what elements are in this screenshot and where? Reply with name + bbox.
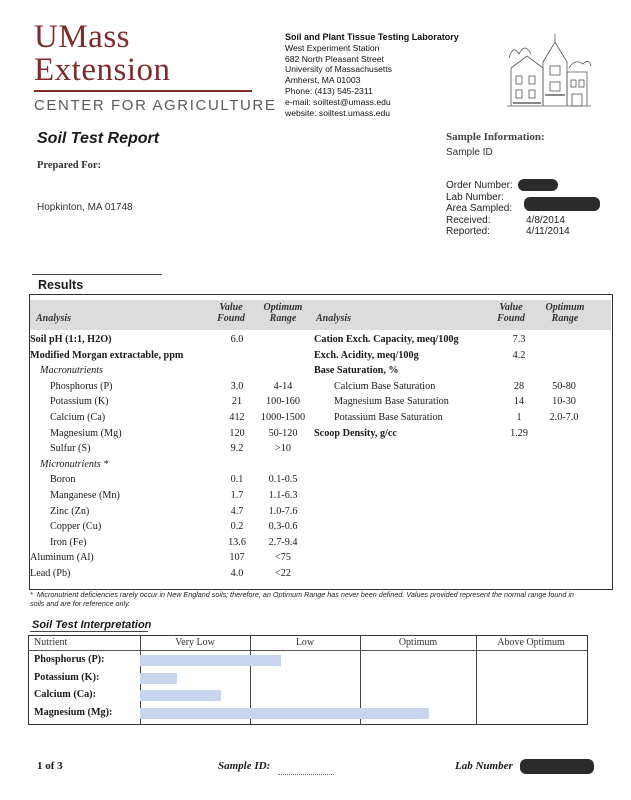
sample-info-title: Sample Information: [446, 131, 545, 143]
left-analysis-label: Macronutrients [40, 365, 104, 377]
left-optimum-range: 50-120 [268, 427, 298, 439]
header-analysis-right: Analysis [316, 313, 352, 324]
left-value-found: 0.1 [230, 474, 244, 486]
right-value-found: 1.29 [510, 427, 528, 439]
col-low: Low [295, 637, 315, 648]
results-divider [32, 274, 162, 275]
page-number: 1 of 3 [37, 760, 63, 772]
meta-row-received [446, 215, 570, 227]
header-value-left [206, 302, 256, 324]
micronutrient-footnote [30, 590, 590, 608]
header-range-right [534, 302, 596, 324]
left-analysis-label: Zinc (Zn) [50, 505, 90, 517]
left-optimum-range: 4-14 [273, 380, 293, 392]
interpretation-nutrient-label: Phosphorus (P): [34, 654, 105, 665]
order-number-label: Order Number: [446, 180, 513, 191]
lab-email: e-mail: soiltest@umass.edu [285, 96, 391, 107]
left-analysis-label: Manganese (Mn) [50, 490, 120, 501]
left-analysis-label: Boron [50, 474, 76, 486]
lab-address-line: 682 North Pleasant Street [285, 53, 384, 64]
left-analysis-label: Iron (Fe) [50, 536, 87, 548]
header-value-line2: Found [217, 313, 245, 324]
interpretation-level-bar [140, 673, 177, 684]
left-optimum-range: 0.3-0.6 [268, 521, 298, 533]
left-analysis-label: Copper (Cu) [50, 521, 102, 533]
left-analysis-label: Calcium (Ca) [50, 412, 106, 423]
west-experiment-station-sketch [505, 28, 593, 114]
header-range-line2: Range [269, 313, 297, 324]
left-analysis-label: Magnesium (Mg) [50, 427, 122, 439]
logo-extension: Extension [34, 52, 171, 88]
interpretation-nutrient-label: Potassium (K): [34, 671, 100, 683]
reported-label: Reported: [446, 226, 490, 238]
results-title: Results [38, 278, 84, 292]
interpretation-divider [30, 631, 148, 632]
left-value-found: 4.7 [230, 505, 244, 517]
lab-phone: Phone: (413) 545-2311 [285, 85, 373, 96]
lab-number-label: Lab Number: [446, 191, 504, 203]
header-range-line1: Optimum [263, 302, 303, 313]
left-value-found: 107 [229, 552, 245, 564]
left-value-found: 4.0 [230, 568, 244, 579]
lab-address-line: Amherst, MA 01003 [285, 75, 361, 86]
left-analysis-label: Potassium (K) [50, 396, 109, 408]
footer-sample-id-blank [278, 758, 334, 775]
header-range-line2: Range [551, 313, 579, 324]
left-analysis-label: Aluminum (Al) [30, 552, 94, 564]
left-analysis-label: Lead (Pb) [30, 568, 71, 579]
interpretation-nutrient-label: Calcium (Ca): [34, 689, 96, 700]
right-optimum-range: 50-80 [552, 380, 576, 392]
lab-number-redaction [524, 197, 600, 211]
left-optimum-range: 1.0-7.6 [268, 505, 298, 517]
right-analysis-label: Magnesium Base Saturation [334, 396, 449, 408]
client-address: Hopkinton, MA 01748 [37, 202, 133, 213]
header-value-right [486, 302, 536, 324]
footer-lab-number-redaction [520, 759, 594, 774]
lab-address-line: West Experiment Station [285, 42, 380, 53]
report-title: Soil Test Report [37, 130, 160, 147]
header-analysis-left: Analysis [36, 313, 72, 324]
reported-value: 4/11/2014 [526, 226, 570, 238]
left-value-found: 3.0 [230, 380, 244, 392]
right-value-found: 14 [513, 396, 525, 408]
interpretation-nutrient-label: Magnesium (Mg): [34, 706, 113, 718]
right-optimum-range: 10-30 [552, 396, 576, 408]
left-value-found: 9.2 [230, 443, 244, 455]
logo-umass: UMass [34, 19, 131, 55]
left-analysis-label: Modified Morgan extractable, ppm [30, 349, 184, 361]
left-optimum-range: 1000-1500 [260, 412, 306, 423]
interpretation-title: Soil Test Interpretation [32, 619, 152, 631]
received-label: Received: [446, 214, 491, 226]
area-sampled-label: Area Sampled: [446, 203, 513, 215]
left-optimum-range: <22 [275, 568, 291, 579]
right-analysis-label: Calcium Base Saturation [334, 380, 436, 392]
right-analysis-label: Scoop Density, g/cc [314, 427, 397, 439]
logo-divider [34, 90, 252, 92]
grid-line [476, 635, 477, 724]
header-value-line1: Value [219, 302, 243, 313]
left-analysis-label: Sulfur (S) [50, 443, 91, 455]
left-value-found: 21 [231, 396, 243, 408]
footer-lab-number-label: Lab Number [455, 760, 513, 772]
right-analysis-label: Potassium Base Saturation [334, 412, 443, 423]
header-value-line1: Value [499, 302, 523, 313]
prepared-for-label: Prepared For: [37, 160, 102, 171]
col-optimum: Optimum [398, 637, 438, 648]
right-value-found: 4.2 [512, 349, 526, 361]
left-optimum-range: 100-160 [266, 396, 300, 408]
right-value-found: 28 [513, 380, 525, 392]
left-value-found: 13.6 [228, 536, 246, 548]
col-nutrient: Nutrient [34, 637, 68, 648]
header-range-line1: Optimum [545, 302, 585, 313]
left-analysis-label: Micronutrients * [40, 458, 109, 470]
left-optimum-range: 1.1-6.3 [268, 490, 298, 501]
left-optimum-range: 0.1-0.5 [268, 474, 298, 486]
left-analysis-label: Phosphorus (P) [50, 380, 113, 392]
left-value-found: 1.7 [230, 490, 244, 501]
left-analysis-label: Soil pH (1:1, H2O) [30, 334, 112, 345]
interpretation-level-bar [140, 708, 429, 719]
col-very-low: Very Low [175, 637, 215, 648]
order-number-redaction [518, 179, 558, 191]
left-value-found: 120 [229, 427, 245, 439]
right-value-found: 1 [516, 412, 522, 423]
right-analysis-label: Cation Exch. Capacity, meq/100g [314, 334, 459, 345]
right-analysis-label: Base Saturation, % [314, 365, 399, 377]
footer-sample-id-label: Sample ID: [218, 760, 271, 772]
header-value-line2: Found [497, 313, 525, 324]
interpretation-level-bar [140, 690, 221, 701]
interpretation-level-bar [140, 655, 281, 666]
left-optimum-range: 2.7-9.4 [268, 536, 298, 548]
meta-row-reported [446, 226, 570, 238]
left-optimum-range: <75 [275, 552, 291, 564]
footnote-mark: * [30, 590, 33, 599]
col-above-optimum: Above Optimum [497, 637, 565, 648]
right-value-found: 7.3 [512, 334, 526, 345]
lab-name: Soil and Plant Tissue Testing Laboratory [285, 32, 459, 42]
header-range-left [255, 302, 311, 324]
right-analysis-label: Exch. Acidity, meq/100g [314, 349, 419, 361]
footnote-text: Micronutrient deficiencies rarely occur in New England soils; therefore, an Optimum Range has never been defined. Values provided represent the normal range found in soils and are for reference only. [30, 590, 574, 608]
interpretation-header-divider [28, 650, 587, 651]
left-value-found: 412 [229, 412, 245, 423]
left-optimum-range: >10 [275, 443, 291, 455]
logo-center-for-agriculture: CENTER FOR AGRICULTURE [34, 97, 277, 114]
lab-address-line: University of Massachusetts [285, 64, 392, 75]
left-value-found: 6.0 [230, 334, 244, 345]
right-optimum-range: 2.0-7.0 [549, 412, 579, 423]
lab-contact-block [285, 32, 459, 118]
received-value: 4/8/2014 [526, 214, 565, 226]
sample-id-label: Sample ID [446, 147, 493, 158]
lab-website: website: soiltest.umass.edu [285, 107, 391, 118]
left-value-found: 0.2 [230, 521, 244, 533]
